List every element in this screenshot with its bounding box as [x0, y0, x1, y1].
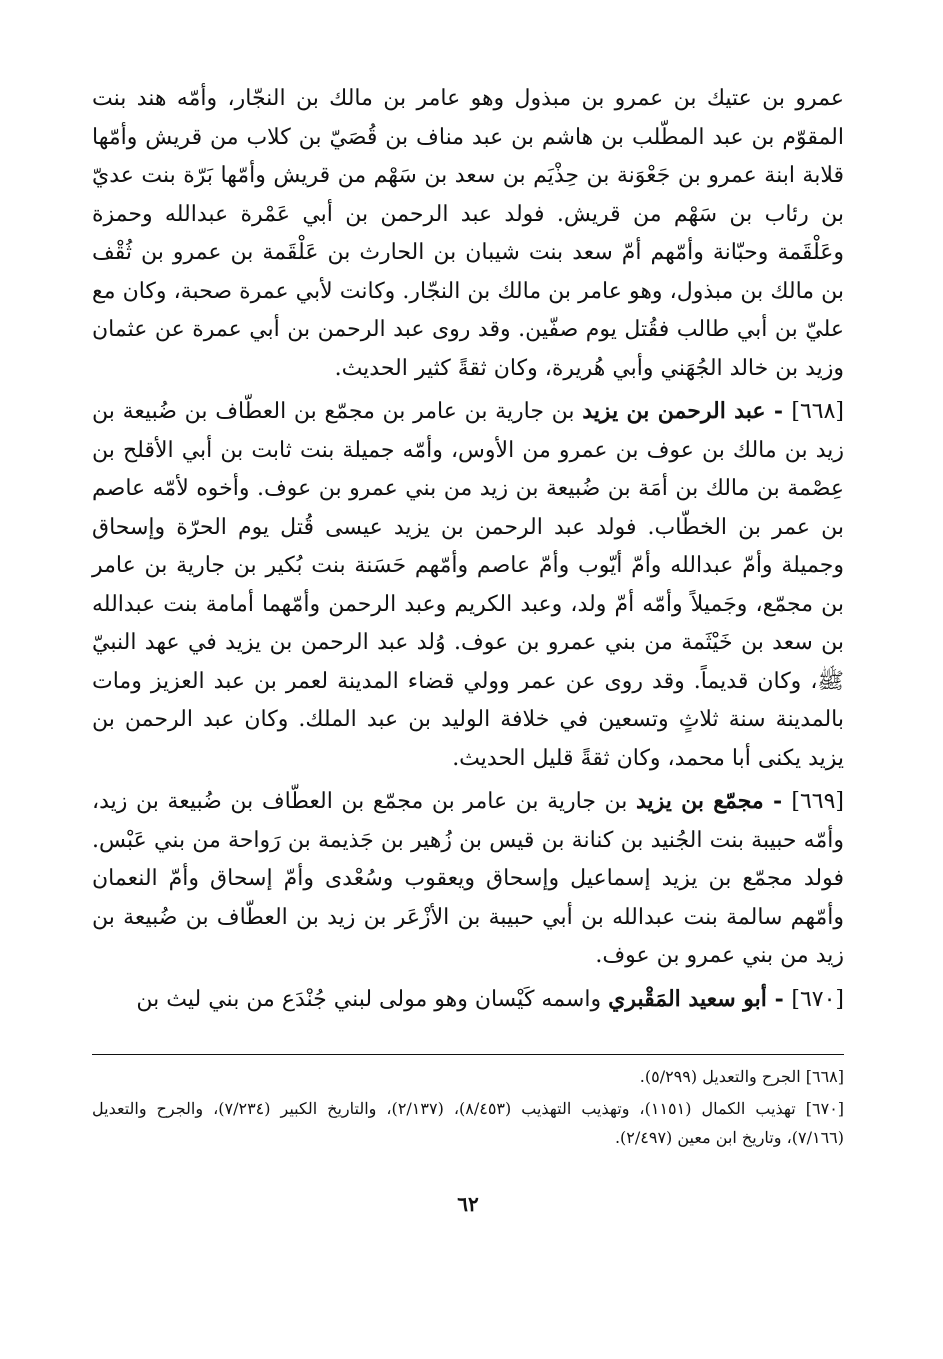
footnotes [92, 1062, 844, 1155]
entry-dash: - [766, 985, 792, 1012]
entry-text: واسمه كَيْسان وهو مولى لبني جُنْدَع من بني ليث بن [136, 986, 609, 1012]
entry-number: [٦٧٠] [791, 986, 844, 1012]
entry-dash: - [763, 788, 792, 814]
entry-text: بن جارية بن عامر بن مجمّع بن العطّاف بن ضُبيعة بن زيد، وأمّه حبيبة بنت الجُنيد بن كنانة بن قيس بن زُهير بن جَذيمة بن رَواحة من بني عَبْس. فولد مجمّع بن يزيد إسماعيل وإسحاق ويعقوب وسُعْدى وأمّ إسحاق وأمّ النعمان وأمّهم سالمة بنت عبدالله بن أبي حبيبة بن الأزْعَر بن زيد بن العطّاف بن ضُبيعة بن زيد من بني عمرو بن عوف. [92, 789, 844, 968]
footnote-670: [٦٧٠] تهذيب الكمال (١١٥١)، وتهذيب التهذيب (٨/٤٥٣)، (٢/١٣٧)، والتاريخ الكبير (٧/٢٣٤)، والجرح والتعديل (٧/١٦٦)، وتاريخ ابن معين (٢/٤٩٧). [92, 1099, 845, 1147]
entry-text: بن جارية بن عامر بن مجمّع بن العطّاف بن ضُبيعة بن زيد بن مالك بن عوف بن عمرو من الأوس، وأمّه جميلة بنت ثابت بن أبي الأقلح بن عِصْمة بن مالك بن أمَة بن ضُبيعة بن زيد من بني عمرو بن عوف. وأخوه لأمّه عاصم بن عمر بن الخطّاب. فولد عبد الرحمن بن يزيد عيسى قُتل يوم الحرّة وإسحاق وجميلة وأمّ عبدالله وأمّ أيّوب وأمّ عاصم وأمّهم حَسَنة بنت بُكير بن جارية بن عامر بن مجمّع، وجَميلاً وأمّه أمّ ولد، وعبد الكريم وعبد الرحمن وأمّهما أمامة بنت عبدالله بن سعد بن خَيْثَمة من بني عمرو بن عوف. وُلد عبد الرحمن بن يزيد في عهد النبيّ ﷺ، وكان قديماً. وقد روى عن عمر وولي قضاء المدينة لعمر بن عبد العزيز ومات بالمدينة سنة ثلاثٍ وتسعين في خلافة الوليد بن عبد الملك. وكان عبد الرحمن بن يزيد يكنى أبا محمد، وكان ثقةً قليل الحديث. [92, 399, 844, 771]
footnote-668: [٦٦٨] الجرح والتعديل (٥/٢٩٩). [639, 1067, 844, 1086]
entry-number: [٦٦٨] [791, 399, 844, 424]
entry-name: مجمّع بن يزيد [636, 788, 764, 814]
page-number: ٦٢ [457, 1192, 479, 1216]
entry-name: أبو سعيد المَقْبري [608, 985, 767, 1012]
paragraph-text: عمرو بن عتيك بن عمرو بن مبذول وهو عامر بن مالك بن النجّار، وأمّه هند بنت المقوّم بن عبد المطّلب بن هاشم بن عبد مناف بن قُصَيّ بن كلاب من قريش وأمّها قلابة ابنة عمرو بن جَعْوَنة بن حِذْيَم بن سعد بن سَهْم من قريش وأمّها بَرّة بنت عديّ بن رئاب بن سَهْم من قريش. فولد عبد الرحمن بن أبي عَمْرة عبدالله وحمزة وعَلْقَمة وحبّانة وأمّهم أمّ سعد بنت شيبان بن الحارث بن عَلْقَمة بن عمرو بن ثُقْف بن مالك بن مبذول، وهو عامر بن مالك بن النجّار. وكانت لأبي عمرة صحبة، وكان مع عليّ بن أبي طالب فقُتل يوم صفّين. وقد روى عبد الرحمن بن أبي عمرة عن عثمان وزيد بن خالد الجُهَني وأبي هُريرة، وكان ثقةً كثير الحديث. [92, 86, 844, 381]
footer-area [92, 0, 844, 1359]
footnote-divider [92, 1054, 844, 1055]
entry-number: [٦٦٩] [791, 789, 844, 814]
entry-name: عبد الرحمن بن يزيد [582, 398, 766, 424]
entry-dash: - [765, 398, 792, 424]
